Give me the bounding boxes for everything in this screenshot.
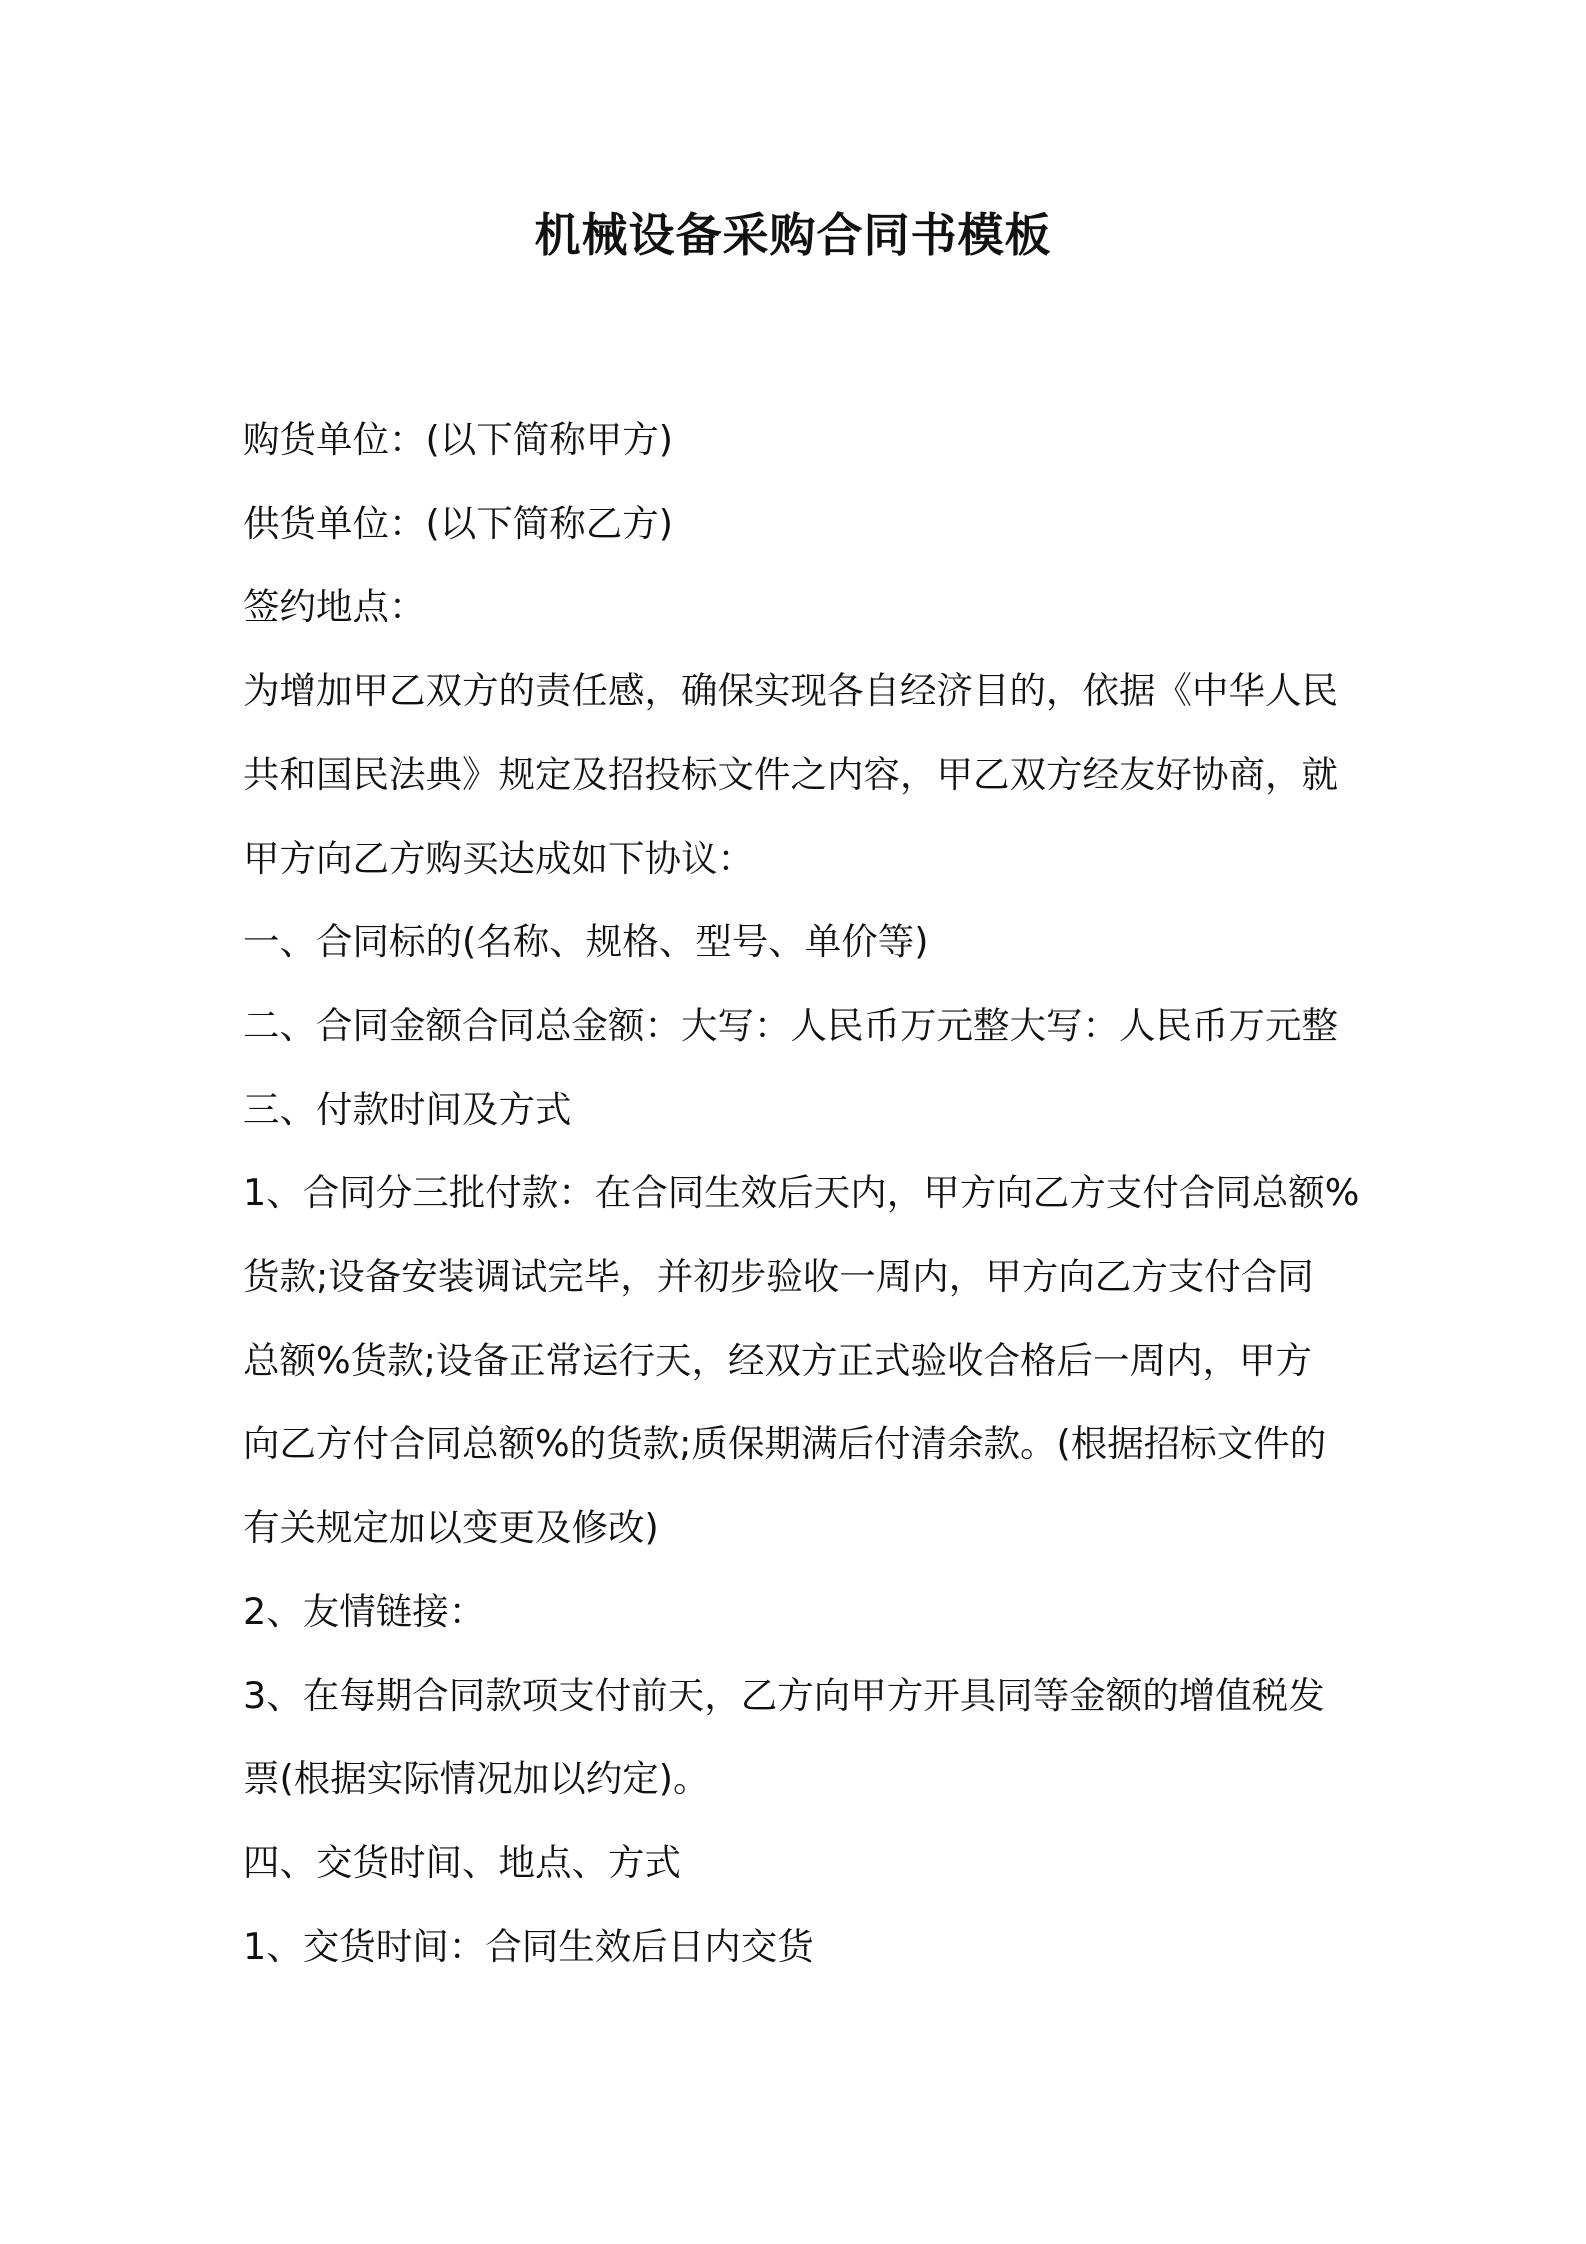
section-heading-delivery: 四、交货时间、地点、方式 (243, 1840, 681, 1884)
payment-clause-line-5: 有关规定加以变更及修改) (243, 1506, 659, 1550)
signing-place-line: 签约地点： (243, 585, 426, 629)
section-heading-payment: 三、付款时间及方式 (243, 1087, 572, 1131)
supplier-line: 供货单位：(以下简称乙方) (243, 501, 673, 545)
document-title: 机械设备采购合同书模板 (534, 208, 1052, 262)
payment-clause-line-1: 1、合同分三批付款：在合同生效后天内，甲方向乙方支付合同总额% (243, 1171, 1360, 1215)
payment-clause-line-3: 总额%货款;设备正常运行天，经双方正式验收合格后一周内，甲方 (243, 1338, 1312, 1382)
payment-clause-3-line-2: 票(根据实际情况加以约定)。 (243, 1757, 710, 1801)
preamble-line-1: 为增加甲乙双方的责任感，确保实现各自经济目的，依据《中华人民 (243, 669, 1338, 713)
section-heading-subject: 一、合同标的(名称、规格、型号、单价等) (243, 920, 929, 964)
delivery-clause-1: 1、交货时间：合同生效后日内交货 (243, 1924, 814, 1968)
payment-clause-3-line-1: 3、在每期合同款项支付前天，乙方向甲方开具同等金额的增值税发 (243, 1673, 1325, 1717)
preamble-line-2: 共和国民法典》规定及招投标文件之内容，甲乙双方经友好协商，就 (243, 752, 1338, 796)
buyer-line: 购货单位：(以下简称甲方) (243, 418, 673, 461)
section-heading-amount: 二、合同金额合同总金额：大写：人民币万元整大写：人民币万元整 (243, 1003, 1338, 1047)
document-body (243, 398, 1360, 1988)
payment-clause-line-4: 向乙方付合同总额%的货款;质保期满后付清余款。(根据招标文件的 (243, 1422, 1327, 1466)
preamble-line-3: 甲方向乙方购买达成如下协议： (243, 836, 754, 880)
payment-clause-line-2: 货款;设备安装调试完毕，并初步验收一周内，甲方向乙方支付合同 (243, 1255, 1314, 1299)
payment-clause-2: 2、友情链接： (243, 1589, 486, 1633)
